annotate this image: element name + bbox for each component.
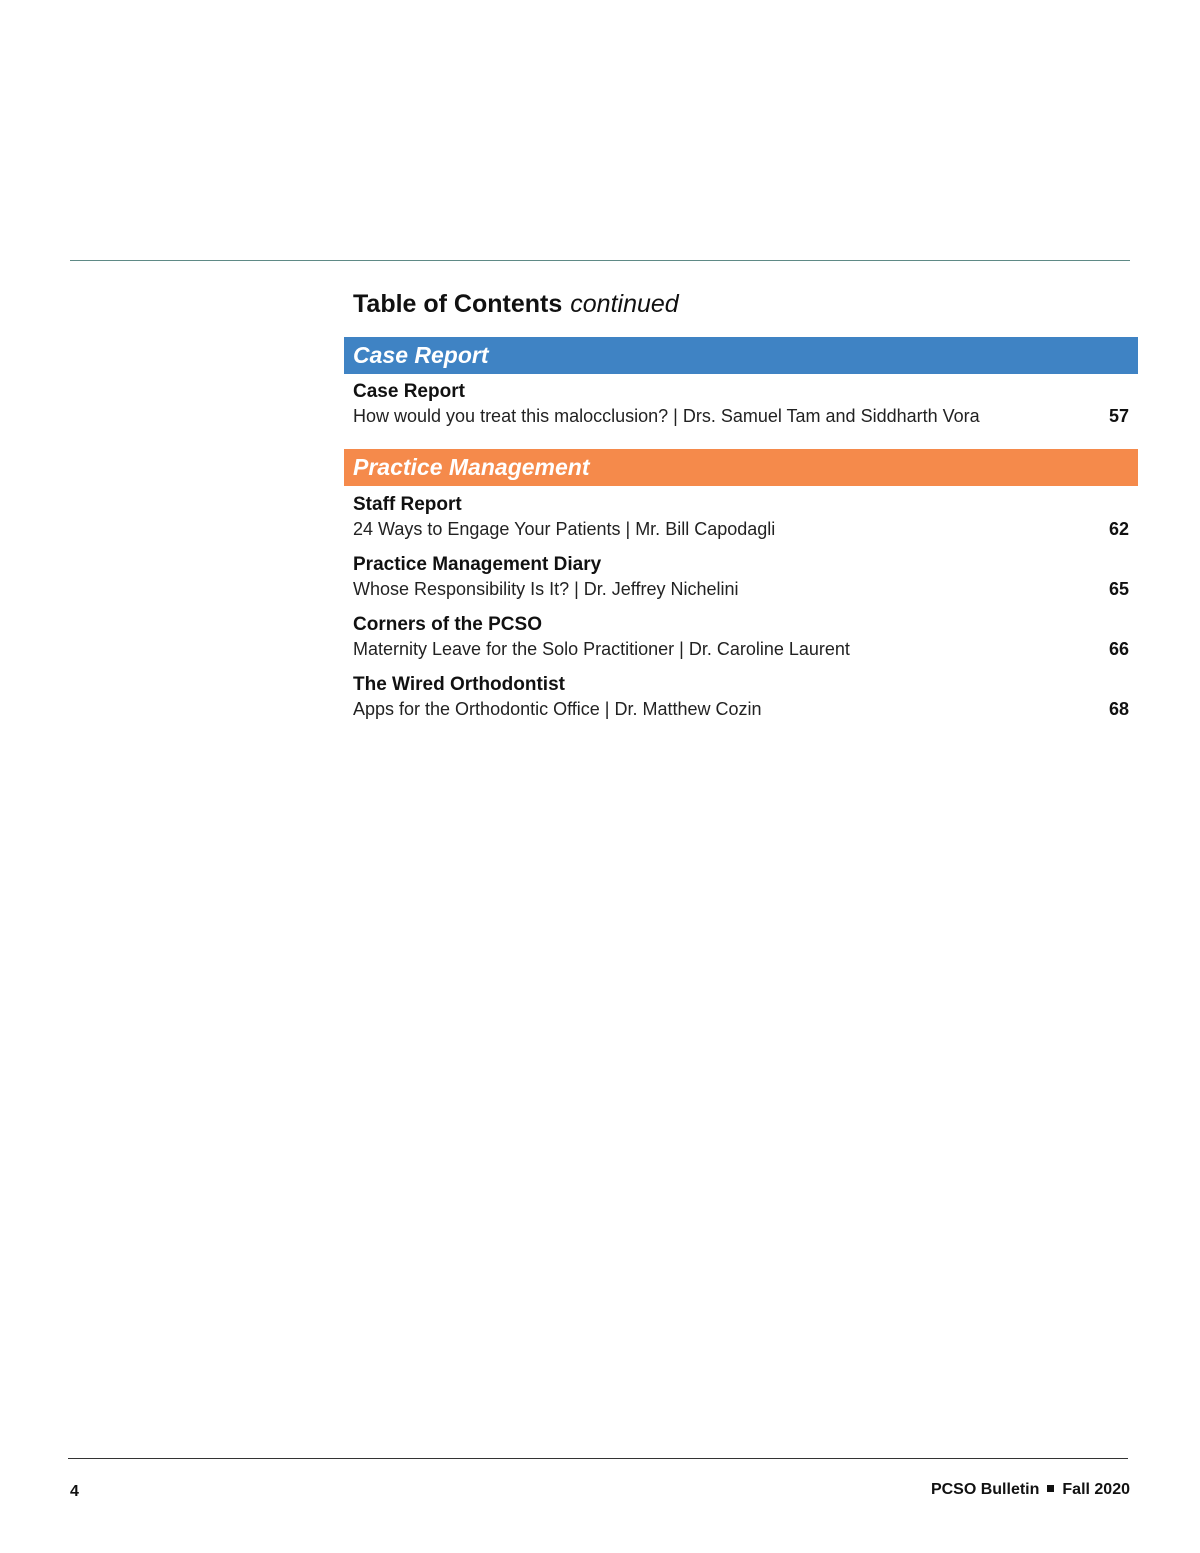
toc-title-suffix: continued (570, 290, 679, 318)
entry-description: Whose Responsibility Is It? | Dr. Jeffrey Nichelini (353, 579, 739, 599)
entry-page-number: 62 (1108, 519, 1129, 539)
toc-entry[interactable] (344, 553, 1138, 601)
section-case-report (344, 337, 1138, 428)
entry-title: Case Report (353, 381, 465, 402)
entry-description: Apps for the Orthodontic Office | Dr. Matthew Cozin (353, 699, 762, 719)
section-header-case-report: Case Report (344, 337, 1138, 374)
entry-title: The Wired Orthodontist (353, 674, 565, 695)
toc-entry[interactable] (344, 673, 1138, 721)
footer-divider (68, 1458, 1128, 1459)
toc-entry[interactable] (344, 380, 1138, 428)
entry-description: Maternity Leave for the Solo Practitioner | Dr. Caroline Laurent (353, 639, 850, 659)
table-of-contents (344, 284, 1138, 721)
square-bullet-icon (1047, 1485, 1054, 1492)
entry-title: Corners of the PCSO (353, 614, 542, 635)
entry-description: 24 Ways to Engage Your Patients | Mr. Bill Capodagli (353, 519, 776, 539)
entry-page-number: 57 (1108, 406, 1129, 426)
issue-label: Fall 2020 (1062, 1481, 1130, 1498)
page-title (353, 284, 1138, 324)
toc-entry[interactable] (344, 493, 1138, 541)
footer-publication-info (931, 1479, 1130, 1501)
section-practice-management (344, 449, 1138, 721)
entry-title: Practice Management Diary (353, 554, 602, 575)
section-header-practice-management: Practice Management (344, 449, 1138, 486)
toc-entry[interactable] (344, 613, 1138, 661)
entry-page-number: 65 (1108, 579, 1129, 599)
publication-name: PCSO Bulletin (930, 1481, 1040, 1498)
toc-title: Table of Contents (353, 290, 563, 318)
top-divider (70, 260, 1130, 261)
page-number: 4 (70, 1483, 79, 1500)
entry-page-number: 68 (1108, 699, 1129, 719)
entry-description: How would you treat this malocclusion? | Drs. Samuel Tam and Siddharth Vora (353, 406, 980, 426)
entry-page-number: 66 (1108, 639, 1129, 659)
entry-title: Staff Report (353, 494, 462, 515)
